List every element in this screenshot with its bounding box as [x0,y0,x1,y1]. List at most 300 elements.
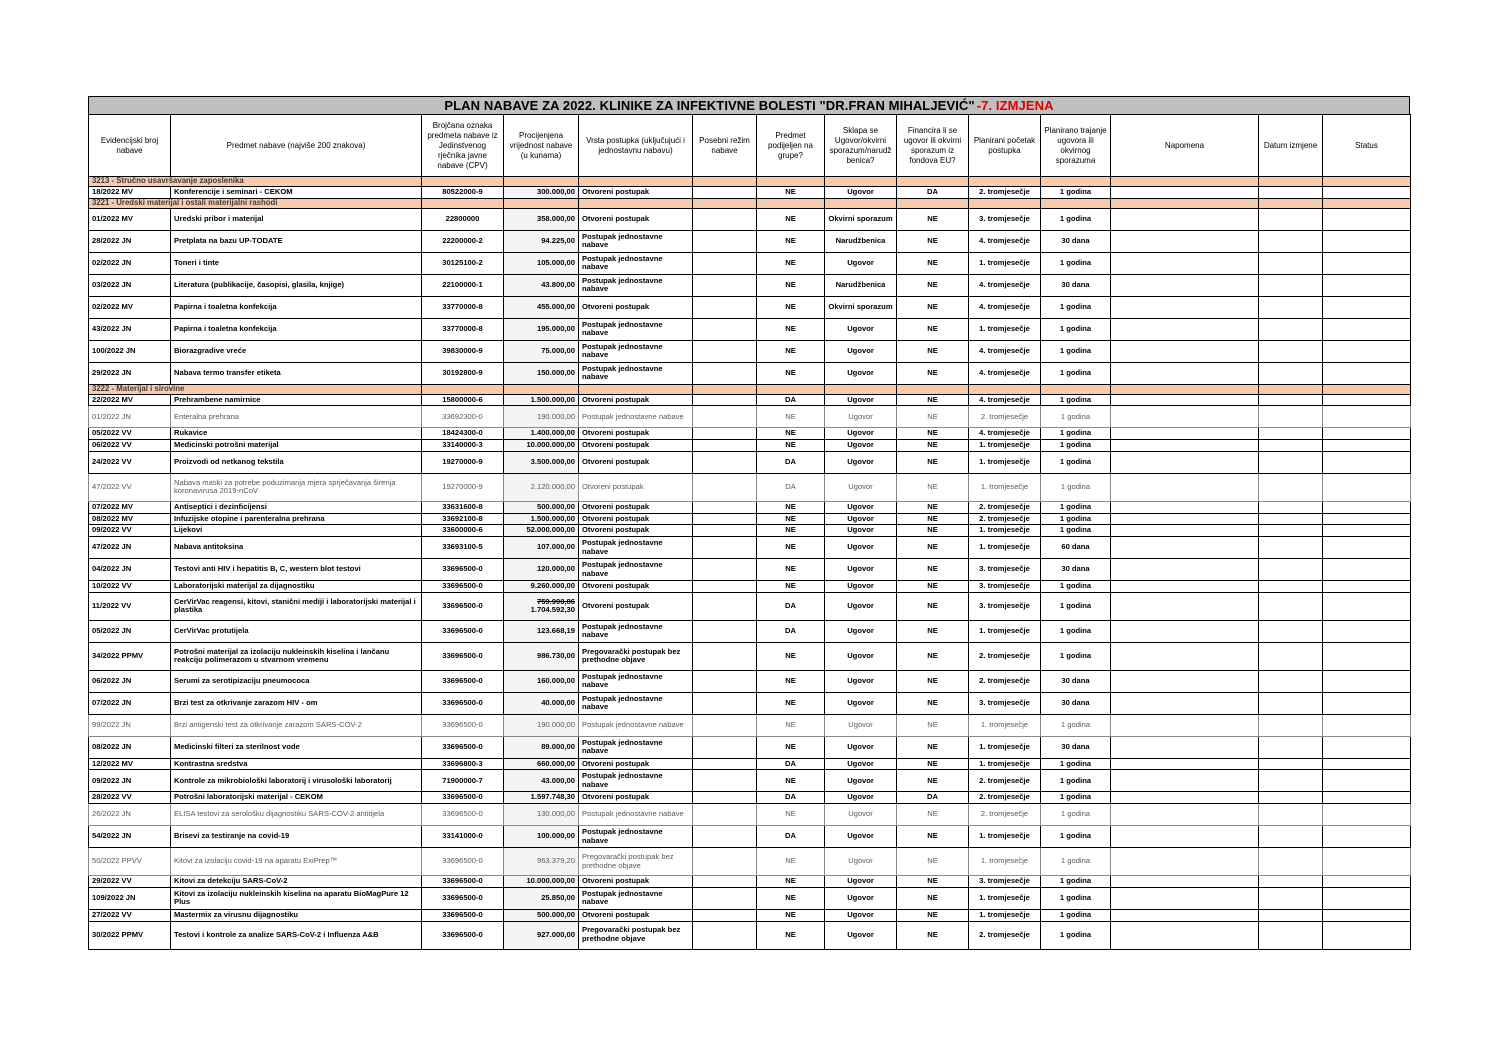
cell-cpv: 22100000-1 [422,274,504,296]
cell-evidencijski-broj: 22/2022 MV [89,394,171,406]
table-row [89,909,1411,921]
cell-sklapa-se: Ugovor [825,501,897,513]
cell-grupe: NE [757,714,825,736]
cell-napomena [1111,501,1259,513]
cell-evidencijski-broj: 29/2022 JN [89,362,171,384]
cell-datum-izmjene [1259,451,1323,473]
section-cell-empty [1041,198,1111,208]
cell-posebni-rezim [693,252,757,274]
cell-planirani-pocetak: 2. tromjesečje [969,804,1041,826]
cell-napomena [1111,848,1259,876]
cell-napomena [1111,274,1259,296]
cell-evidencijski-broj: 109/2022 JN [89,887,171,909]
table-row [89,921,1411,949]
procurement-table [88,114,1411,950]
cell-napomena [1111,187,1259,199]
cell-cpv: 19270000-9 [422,451,504,473]
cell-datum-izmjene [1259,473,1323,501]
cell-procijenjena-vrijednost: 160.000,00 [504,670,579,692]
cell-planirani-pocetak: 2. tromjesečje [969,187,1041,199]
cell-eu-financiranje: NE [897,758,969,770]
cell-cpv: 33693100-5 [422,537,504,559]
cell-procijenjena-vrijednost: 94.225,00 [504,230,579,252]
cell-datum-izmjene [1259,670,1323,692]
table-row [89,274,1411,296]
cell-eu-financiranje: NE [897,252,969,274]
section-cell-empty [1259,384,1323,394]
cell-posebni-rezim [693,670,757,692]
cell-planirani-pocetak: 4. tromjesečje [969,296,1041,318]
cell-predmet-nabave: Pretplata na bazu UP-TODATE [171,230,422,252]
cell-vrsta-postupka: Postupak jednostavne nabave [579,620,693,642]
cell-napomena [1111,525,1259,537]
cell-eu-financiranje: DA [897,187,969,199]
cell-cpv: 33696500-0 [422,559,504,581]
cell-vrsta-postupka: Otvoreni postupak [579,501,693,513]
cell-eu-financiranje: NE [897,406,969,428]
cell-planirani-pocetak: 1. tromjesečje [969,252,1041,274]
section-cell-empty [504,384,579,394]
cell-posebni-rezim [693,770,757,792]
cell-cpv: 33696500-0 [422,736,504,758]
cell-status [1323,804,1411,826]
table-row [89,525,1411,537]
cell-sklapa-se: Ugovor [825,642,897,670]
cell-posebni-rezim [693,848,757,876]
cell-evidencijski-broj: 50/2022 PPVV [89,848,171,876]
column-header-11: Napomena [1111,115,1259,177]
cell-datum-izmjene [1259,921,1323,949]
cell-napomena [1111,876,1259,888]
cell-planirano-trajanje: 1 godina [1041,887,1111,909]
section-cell-empty [1259,198,1323,208]
cell-planirani-pocetak: 4. tromjesečje [969,274,1041,296]
cell-planirano-trajanje: 1 godina [1041,473,1111,501]
cell-predmet-nabave: Biorazgradive vreće [171,340,422,362]
cell-planirano-trajanje: 1 godina [1041,252,1111,274]
table-row [89,406,1411,428]
cell-datum-izmjene [1259,592,1323,620]
cell-posebni-rezim [693,909,757,921]
cell-sklapa-se: Ugovor [825,876,897,888]
cell-posebni-rezim [693,440,757,452]
column-header-7: Sklapa se Ugovor/okvirni sporazum/narudž benica? [825,115,897,177]
cell-napomena [1111,909,1259,921]
cell-sklapa-se: Okvirni sporazum [825,296,897,318]
table-row [89,826,1411,848]
cell-procijenjena-vrijednost: 130.000,00 [504,804,579,826]
section-cell-empty [693,177,757,187]
cell-vrsta-postupka: Postupak jednostavne nabave [579,714,693,736]
table-row [89,230,1411,252]
cell-datum-izmjene [1259,428,1323,440]
cell-planirani-pocetak: 1. tromjesečje [969,440,1041,452]
cell-predmet-nabave: Mastermix za virusnu dijagnostiku [171,909,422,921]
cell-planirano-trajanje: 30 dana [1041,230,1111,252]
cell-vrsta-postupka: Postupak jednostavne nabave [579,826,693,848]
cell-vrsta-postupka: Otvoreni postupak [579,296,693,318]
cell-evidencijski-broj: 01/2022 JN [89,406,171,428]
cell-status [1323,876,1411,888]
cell-planirano-trajanje: 1 godina [1041,440,1111,452]
cell-napomena [1111,559,1259,581]
cell-predmet-nabave: Uredski pribor i materijal [171,208,422,230]
cell-predmet-nabave: Kitovi za izolaciju nukleinskih kiselina na aparatu BioMagPure 12 Plus [171,887,422,909]
cell-grupe: NE [757,230,825,252]
cell-napomena [1111,428,1259,440]
cell-sklapa-se: Ugovor [825,537,897,559]
cell-procijenjena-vrijednost: 75.000,00 [504,340,579,362]
cell-predmet-nabave: Kontrastna sredstva [171,758,422,770]
cell-cpv: 33696800-3 [422,758,504,770]
cell-evidencijski-broj: 05/2022 JN [89,620,171,642]
cell-vrsta-postupka: Otvoreni postupak [579,187,693,199]
cell-planirani-pocetak: 2. tromjesečje [969,670,1041,692]
cell-evidencijski-broj: 06/2022 VV [89,440,171,452]
cell-sklapa-se: Ugovor [825,909,897,921]
cell-datum-izmjene [1259,559,1323,581]
table-row [89,252,1411,274]
cell-eu-financiranje: NE [897,714,969,736]
cell-status [1323,642,1411,670]
cell-vrsta-postupka: Postupak jednostavne nabave [579,252,693,274]
cell-procijenjena-vrijednost: 107.000,00 [504,537,579,559]
cell-napomena [1111,692,1259,714]
cell-sklapa-se: Ugovor [825,848,897,876]
cell-cpv: 30192800-9 [422,362,504,384]
table-row [89,804,1411,826]
cell-grupe: NE [757,501,825,513]
cell-evidencijski-broj: 26/2022 JN [89,804,171,826]
cell-sklapa-se: Ugovor [825,714,897,736]
cell-planirani-pocetak: 1. tromjesečje [969,537,1041,559]
cell-grupe: NE [757,340,825,362]
cell-datum-izmjene [1259,525,1323,537]
cell-status [1323,440,1411,452]
cell-evidencijski-broj: 28/2022 VV [89,792,171,804]
cell-procijenjena-vrijednost: 3.500.000,00 [504,451,579,473]
cell-planirano-trajanje: 1 godina [1041,208,1111,230]
cell-napomena [1111,362,1259,384]
section-cell-empty [504,177,579,187]
cell-cpv: 33696500-0 [422,592,504,620]
cell-vrsta-postupka: Otvoreni postupak [579,909,693,921]
column-header-6: Predmet podijeljen na grupe? [757,115,825,177]
cell-predmet-nabave: Papirna i toaletna konfekcija [171,296,422,318]
cell-napomena [1111,670,1259,692]
cell-planirano-trajanje: 1 godina [1041,513,1111,525]
cell-cpv: 33141000-0 [422,826,504,848]
cell-sklapa-se: Ugovor [825,758,897,770]
cell-sklapa-se: Ugovor [825,770,897,792]
cell-status [1323,581,1411,593]
cell-grupe: NE [757,296,825,318]
cell-sklapa-se: Ugovor [825,451,897,473]
cell-sklapa-se: Ugovor [825,428,897,440]
cell-sklapa-se: Narudžbenica [825,274,897,296]
cell-sklapa-se: Ugovor [825,318,897,340]
table-row [89,770,1411,792]
cell-procijenjena-vrijednost: 1.500.000,00 [504,513,579,525]
cell-grupe: DA [757,758,825,770]
cell-evidencijski-broj: 54/2022 JN [89,826,171,848]
table-row [89,887,1411,909]
cell-planirano-trajanje: 1 godina [1041,876,1111,888]
cell-vrsta-postupka: Postupak jednostavne nabave [579,537,693,559]
cell-planirano-trajanje: 1 godina [1041,525,1111,537]
cell-planirano-trajanje: 1 godina [1041,451,1111,473]
cell-cpv: 33140000-3 [422,440,504,452]
cell-evidencijski-broj: 01/2022 MV [89,208,171,230]
cell-grupe: NE [757,921,825,949]
section-cell-empty [825,177,897,187]
cell-predmet-nabave: Lijekovi [171,525,422,537]
table-row [89,428,1411,440]
cell-procijenjena-vrijednost: 120.000,00 [504,559,579,581]
cell-datum-izmjene [1259,362,1323,384]
cell-grupe: DA [757,394,825,406]
cell-planirani-pocetak: 2. tromjesečje [969,501,1041,513]
cell-predmet-nabave: Literatura (publikacije, časopisi, glasila, knjige) [171,274,422,296]
table-row [89,736,1411,758]
cell-posebni-rezim [693,394,757,406]
cell-eu-financiranje: NE [897,394,969,406]
cell-cpv: 33692100-8 [422,513,504,525]
cell-planirano-trajanje: 1 godina [1041,826,1111,848]
cell-status [1323,362,1411,384]
section-cell-empty [579,198,693,208]
cell-datum-izmjene [1259,826,1323,848]
cell-vrsta-postupka: Otvoreni postupak [579,394,693,406]
cell-status [1323,451,1411,473]
cell-sklapa-se: Ugovor [825,736,897,758]
cell-planirano-trajanje: 1 godina [1041,362,1111,384]
cell-sklapa-se: Ugovor [825,513,897,525]
cell-vrsta-postupka: Otvoreni postupak [579,451,693,473]
cell-napomena [1111,770,1259,792]
cell-evidencijski-broj: 11/2022 VV [89,592,171,620]
cell-sklapa-se: Ugovor [825,394,897,406]
cell-evidencijski-broj: 05/2022 VV [89,428,171,440]
cell-posebni-rezim [693,559,757,581]
cell-eu-financiranje: NE [897,848,969,876]
cell-predmet-nabave: Antiseptici i dezinficijensi [171,501,422,513]
cell-predmet-nabave: Toneri i tinte [171,252,422,274]
cell-planirano-trajanje: 30 dana [1041,736,1111,758]
section-cell-empty [825,198,897,208]
cell-grupe: DA [757,592,825,620]
cell-napomena [1111,440,1259,452]
cell-sklapa-se: Ugovor [825,921,897,949]
cell-vrsta-postupka: Otvoreni postupak [579,513,693,525]
cell-posebni-rezim [693,758,757,770]
cell-vrsta-postupka: Otvoreni postupak [579,581,693,593]
cell-grupe: NE [757,274,825,296]
cell-cpv: 15800000-6 [422,394,504,406]
cell-vrsta-postupka: Postupak jednostavne nabave [579,362,693,384]
cell-status [1323,208,1411,230]
cell-grupe: NE [757,909,825,921]
cell-napomena [1111,804,1259,826]
cell-predmet-nabave: Enteralna prehrana [171,406,422,428]
cell-cpv: 22800000 [422,208,504,230]
cell-procijenjena-vrijednost: 455.000,00 [504,296,579,318]
cell-posebni-rezim [693,581,757,593]
cell-posebni-rezim [693,362,757,384]
cell-procijenjena-vrijednost: 105.000,00 [504,252,579,274]
cell-grupe: NE [757,559,825,581]
cell-planirano-trajanje: 1 godina [1041,592,1111,620]
cell-datum-izmjene [1259,252,1323,274]
section-cell-empty [969,384,1041,394]
cell-planirano-trajanje: 30 dana [1041,692,1111,714]
column-header-9: Planirani početak postupka [969,115,1041,177]
cell-napomena [1111,887,1259,909]
cell-datum-izmjene [1259,394,1323,406]
cell-predmet-nabave: Nabava maski za potrebe poduzimanja mjera sprječavanja širenja koronavirusa 2019-nCoV [171,473,422,501]
cell-evidencijski-broj: 09/2022 JN [89,770,171,792]
cell-planirano-trajanje: 1 godina [1041,581,1111,593]
cell-procijenjena-vrijednost: 1.597.748,30 [504,792,579,804]
cell-cpv: 18424300-0 [422,428,504,440]
cell-eu-financiranje: NE [897,537,969,559]
cell-grupe: NE [757,428,825,440]
cell-posebni-rezim [693,714,757,736]
cell-procijenjena-vrijednost: 1.400.000,00 [504,428,579,440]
procurement-plan-document [88,96,1410,950]
cell-vrsta-postupka: Postupak jednostavne nabave [579,770,693,792]
cell-status [1323,848,1411,876]
cell-grupe: NE [757,692,825,714]
cell-planirani-pocetak: 4. tromjesečje [969,340,1041,362]
cell-predmet-nabave: Kitovi za izolaciju covid-19 na aparatu ExiPrep™ [171,848,422,876]
cell-napomena [1111,826,1259,848]
cell-napomena [1111,230,1259,252]
table-row [89,692,1411,714]
table-row [89,362,1411,384]
cell-planirani-pocetak: 1. tromjesečje [969,848,1041,876]
cell-planirani-pocetak: 3. tromjesečje [969,559,1041,581]
cell-posebni-rezim [693,642,757,670]
table-row [89,848,1411,876]
cell-eu-financiranje: NE [897,428,969,440]
cell-planirano-trajanje: 30 dana [1041,559,1111,581]
table-row [89,670,1411,692]
cell-predmet-nabave: Medicinski potrošni materijal [171,440,422,452]
section-cell-empty [969,198,1041,208]
section-cell-empty [825,384,897,394]
cell-predmet-nabave: CerVirVac protutijela [171,620,422,642]
cell-procijenjena-vrijednost: 52.000.000,00 [504,525,579,537]
cell-eu-financiranje: NE [897,876,969,888]
table-row [89,537,1411,559]
cell-status [1323,428,1411,440]
cell-planirani-pocetak: 1. tromjesečje [969,525,1041,537]
table-row [89,792,1411,804]
cell-procijenjena-vrijednost: 25.850,00 [504,887,579,909]
section-label: 3213 - Stručno usavršavanje zaposlenika [89,177,422,187]
table-row [89,642,1411,670]
section-cell-empty [422,177,504,187]
cell-posebni-rezim [693,296,757,318]
cell-status [1323,340,1411,362]
cell-vrsta-postupka: Otvoreni postupak [579,440,693,452]
section-cell-empty [1111,198,1259,208]
cell-procijenjena-vrijednost: 358.000,00 [504,208,579,230]
cell-eu-financiranje: NE [897,620,969,642]
cell-sklapa-se: Ugovor [825,670,897,692]
cell-posebni-rezim [693,230,757,252]
column-header-10: Planirano trajanje ugovora ili okvirnog sporazuma [1041,115,1111,177]
cell-evidencijski-broj: 47/2022 VV [89,473,171,501]
cell-cpv: 33692300-0 [422,406,504,428]
section-cell-empty [1041,384,1111,394]
cell-procijenjena-vrijednost: 10.000.000,00 [504,440,579,452]
cell-eu-financiranje: NE [897,670,969,692]
cell-planirani-pocetak: 3. tromjesečje [969,208,1041,230]
cell-cpv: 33696500-0 [422,620,504,642]
cell-evidencijski-broj: 43/2022 JN [89,318,171,340]
cell-posebni-rezim [693,340,757,362]
column-header-1: Predmet nabave (najviše 200 znakova) [171,115,422,177]
cell-evidencijski-broj: 24/2022 VV [89,451,171,473]
cell-planirani-pocetak: 1. tromjesečje [969,887,1041,909]
cell-procijenjena-vrijednost: 123.668,19 [504,620,579,642]
cell-napomena [1111,537,1259,559]
table-row [89,620,1411,642]
cell-evidencijski-broj: 100/2022 JN [89,340,171,362]
section-row [89,177,1411,187]
cell-procijenjena-vrijednost: 300.000,00 [504,187,579,199]
cell-napomena [1111,208,1259,230]
table-row [89,876,1411,888]
cell-evidencijski-broj: 28/2022 JN [89,230,171,252]
cell-planirano-trajanje: 1 godina [1041,770,1111,792]
cell-napomena [1111,642,1259,670]
cell-datum-izmjene [1259,513,1323,525]
cell-posebni-rezim [693,208,757,230]
cell-procijenjena-vrijednost: 500.000,00 [504,501,579,513]
cell-planirano-trajanje: 1 godina [1041,758,1111,770]
cell-napomena [1111,340,1259,362]
cell-procijenjena-vrijednost [504,592,579,620]
cell-posebni-rezim [693,501,757,513]
cell-napomena [1111,252,1259,274]
cell-planirani-pocetak: 3. tromjesečje [969,592,1041,620]
cell-napomena [1111,513,1259,525]
table-header-row [89,115,1411,177]
cell-eu-financiranje: NE [897,513,969,525]
cell-status [1323,525,1411,537]
cell-planirani-pocetak: 2. tromjesečje [969,406,1041,428]
cell-cpv: 33696500-0 [422,848,504,876]
cell-planirano-trajanje: 1 godina [1041,714,1111,736]
cell-vrsta-postupka: Pregovarački postupak bez prethodne objave [579,848,693,876]
cell-cpv: 33770000-8 [422,296,504,318]
cell-eu-financiranje: NE [897,230,969,252]
cell-datum-izmjene [1259,501,1323,513]
cell-posebni-rezim [693,620,757,642]
column-header-13: Status [1323,115,1411,177]
cell-planirani-pocetak: 2. tromjesečje [969,513,1041,525]
cell-datum-izmjene [1259,274,1323,296]
cell-vrsta-postupka: Postupak jednostavne nabave [579,692,693,714]
cell-procijenjena-vrijednost: 10.000.000,00 [504,876,579,888]
cell-planirani-pocetak: 1. tromjesečje [969,736,1041,758]
cell-datum-izmjene [1259,804,1323,826]
cell-sklapa-se: Ugovor [825,252,897,274]
cell-procijenjena-vrijednost: 986.730,00 [504,642,579,670]
